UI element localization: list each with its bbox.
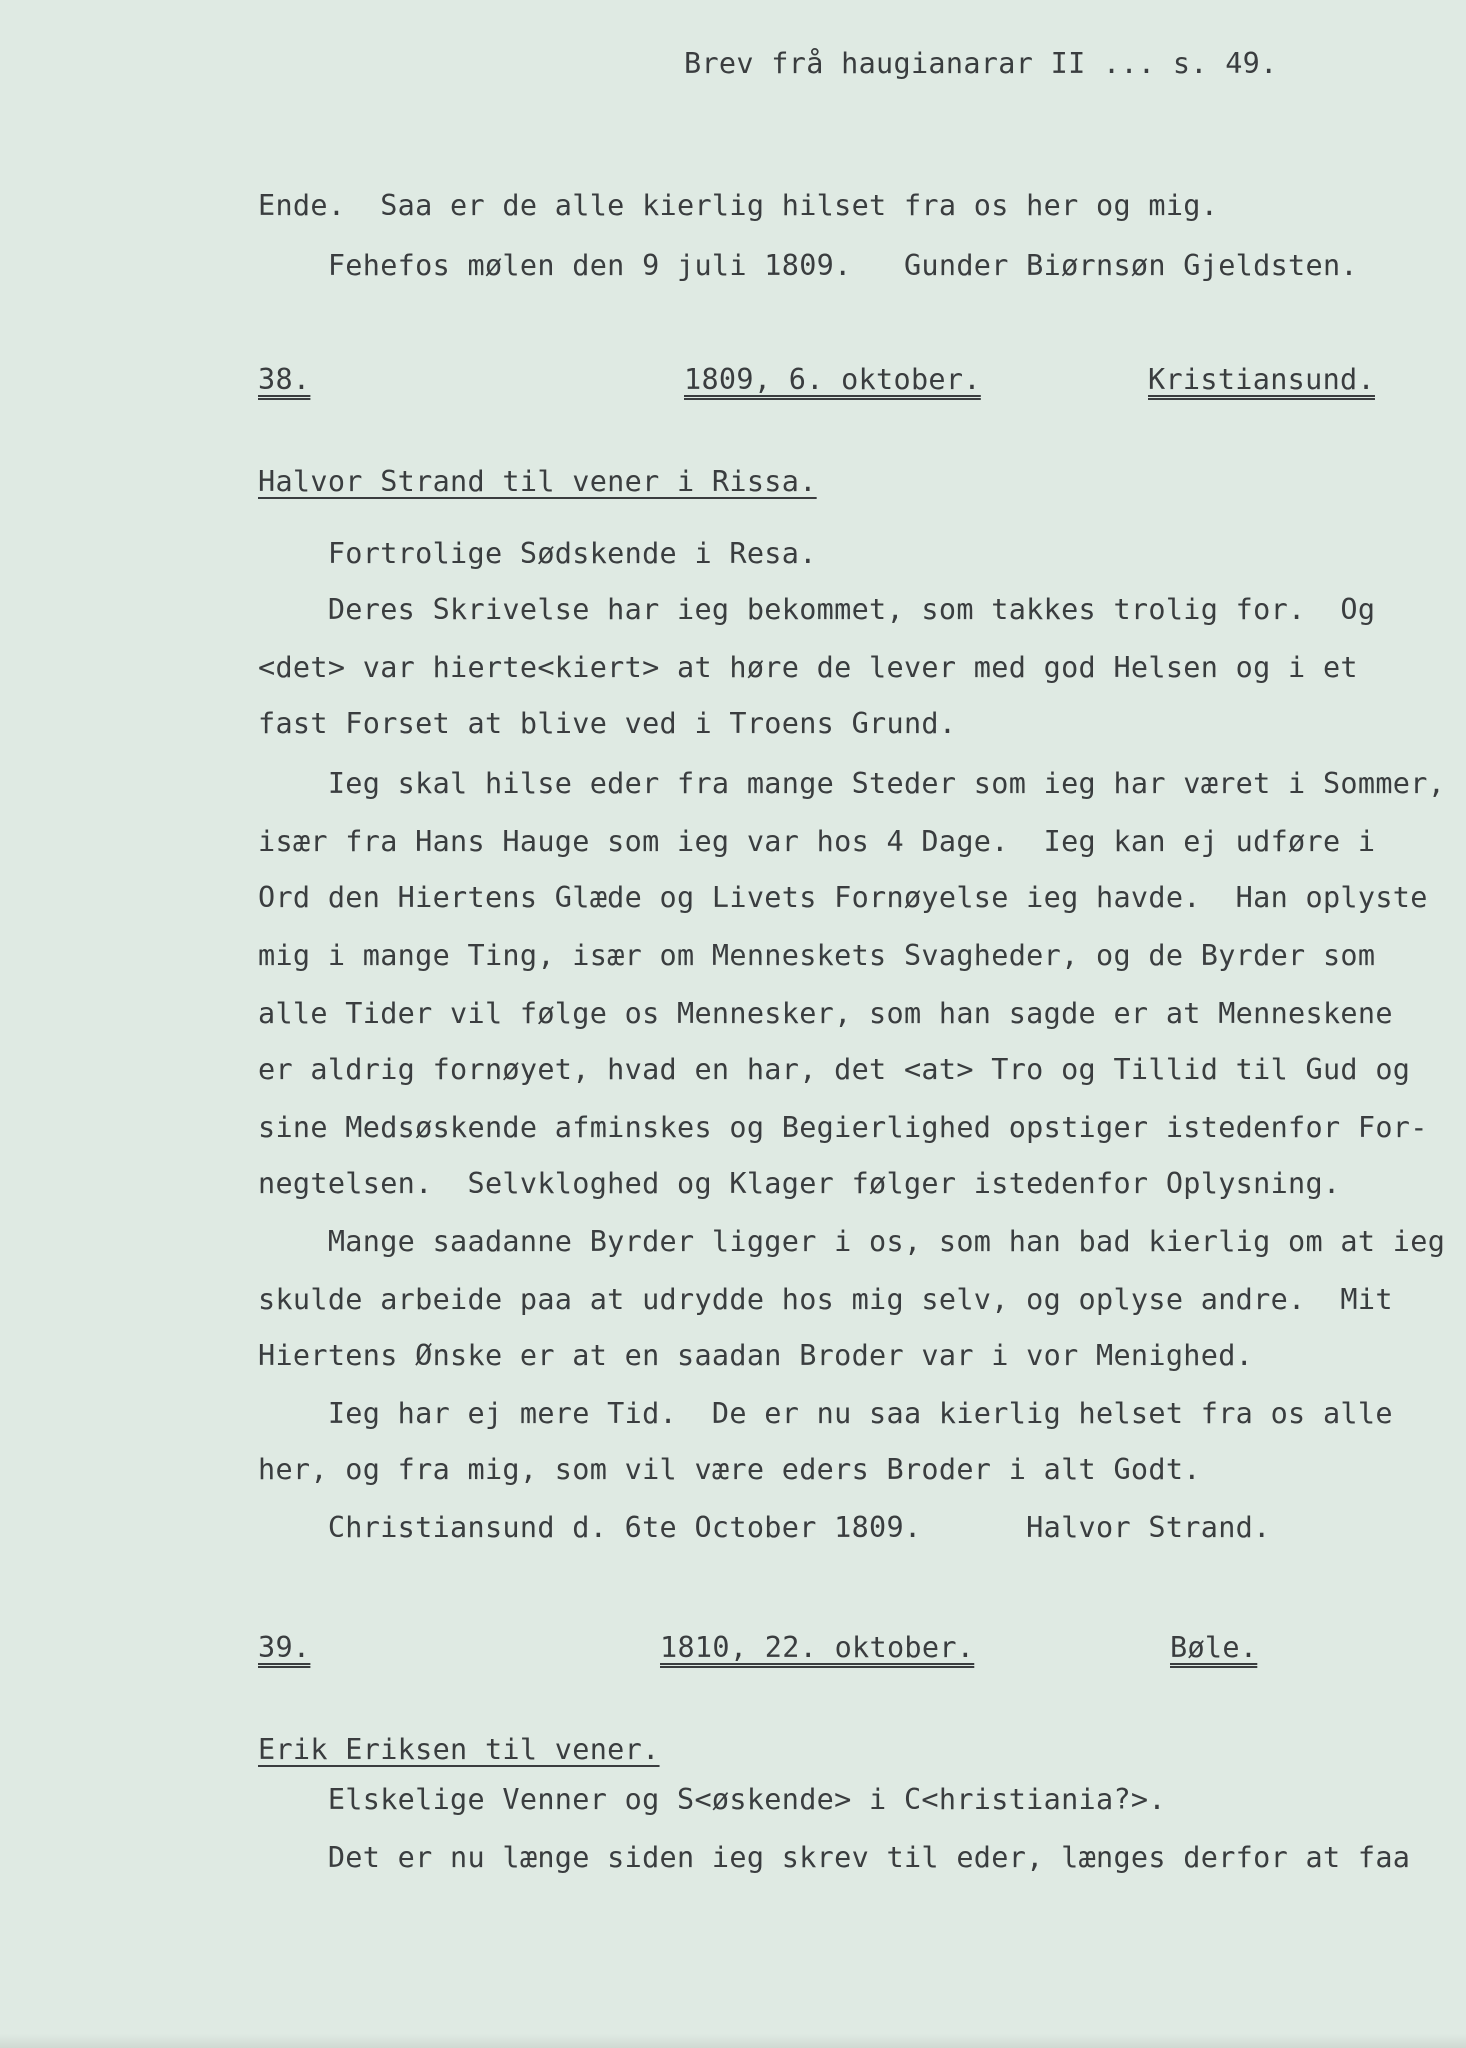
letter-38-line: især fra Hans Hauge som ieg var hos 4 Dage. Ieg kan ej udføre i bbox=[258, 825, 1376, 858]
letter-39-place: Bøle. bbox=[1170, 1631, 1258, 1664]
intro-line-1: Ende. Saa er de alle kierlig hilset fra os her og mig. bbox=[258, 189, 1219, 222]
letter-39-line: Det er nu længe siden ieg skrev til eder, længes derfor at faa bbox=[258, 1841, 1411, 1874]
page-header: Brev frå haugianarar II ... s. 49. bbox=[684, 47, 1278, 80]
letter-38-line: er aldrig fornøyet, hvad en har, det <at> Tro og Tillid til Gud og bbox=[258, 1053, 1411, 1086]
letter-38-line: Ieg har ej mere Tid. De er nu saa kierlig helset fra os alle bbox=[258, 1397, 1393, 1430]
letter-38-line: mig i mange Ting, især om Menneskets Svagheder, og de Byrder som bbox=[258, 939, 1376, 972]
letter-38-title: Halvor Strand til vener i Rissa. bbox=[258, 465, 817, 498]
letter-38-line: Ord den Hiertens Glæde og Livets Fornøyelse ieg havde. Han oplyste bbox=[258, 881, 1428, 914]
letter-38-line: Hiertens Ønske er at en saadan Broder var i vor Menighed. bbox=[258, 1339, 1254, 1372]
letter-38-line: fast Forset at blive ved i Troens Grund. bbox=[258, 707, 957, 740]
letter-38-line: sine Medsøskende afminskes og Begierlighed opstiger istedenfor For- bbox=[258, 1111, 1428, 1144]
letter-38-date: 1809, 6. oktober. bbox=[684, 363, 981, 396]
letter-39-number: 39. bbox=[258, 1631, 311, 1664]
letter-38-line: <det> var hierte<kiert> at høre de lever med god Helsen og i et bbox=[258, 651, 1358, 684]
letter-39-line: Elskelige Venner og S<øskende> i C<hristiania?>. bbox=[258, 1783, 1166, 1816]
letter-38-place: Kristiansund. bbox=[1148, 363, 1375, 396]
letter-38-line: Mange saadanne Byrder ligger i os, som han bad kierlig om at ieg bbox=[258, 1225, 1446, 1258]
letter-38-line: Deres Skrivelse har ieg bekommet, som takkes trolig for. Og bbox=[258, 593, 1376, 626]
letter-39-title: Erik Eriksen til vener. bbox=[258, 1733, 660, 1766]
letter-39-date: 1810, 22. oktober. bbox=[660, 1631, 975, 1664]
letter-38-line: alle Tider vil følge os Mennesker, som han sagde er at Menneskene bbox=[258, 997, 1393, 1030]
letter-38-line: skulde arbeide paa at udrydde hos mig selv, og oplyse andre. Mit bbox=[258, 1283, 1393, 1316]
letter-38-line: Ieg skal hilse eder fra mange Steder som ieg har været i Sommer, bbox=[258, 767, 1446, 800]
letter-38-line: negtelsen. Selvkloghed og Klager følger istedenfor Oplysning. bbox=[258, 1167, 1341, 1200]
letter-38-number: 38. bbox=[258, 363, 311, 396]
letter-38-line: her, og fra mig, som vil være eders Broder i alt Godt. bbox=[258, 1453, 1201, 1486]
letter-38-line: Christiansund d. 6te October 1809. Halvor Strand. bbox=[258, 1511, 1271, 1544]
page-edge bbox=[0, 2034, 1466, 2048]
intro-line-2: Fehefos mølen den 9 juli 1809. Gunder Biørnsøn Gjeldsten. bbox=[258, 249, 1358, 282]
letter-38-line: Fortrolige Sødskende i Resa. bbox=[258, 537, 817, 570]
